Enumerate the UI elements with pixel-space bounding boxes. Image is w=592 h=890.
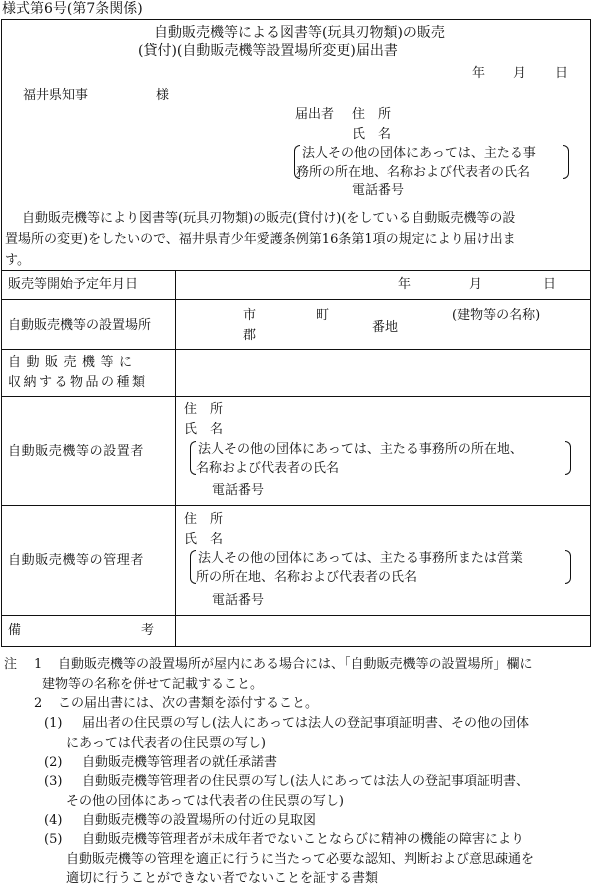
attachment-4-number: (4) <box>44 813 63 828</box>
location-label: 自動販売機等の設置場所 <box>8 318 152 333</box>
date-year: 年 <box>472 66 486 81</box>
manager-phone-label: 電話番号 <box>212 593 265 608</box>
location-town: 町 <box>316 308 330 323</box>
installer-label: 自動販売機等の設置者 <box>8 444 145 459</box>
note-1-number: 1 <box>34 657 43 672</box>
form-number: 様式第6号(第7条関係) <box>2 1 143 17</box>
manager-note-line1: 法人その他の団体にあっては、主たる事務所または営業 <box>198 551 523 566</box>
start-date-label: 販売等開始予定年月日 <box>8 277 139 292</box>
attachment-1-line2: にあっては代表者の住民票の写し) <box>66 736 266 751</box>
attachment-1-number: (1) <box>44 716 63 731</box>
addressee-honorific: 様 <box>156 88 170 103</box>
manager-address-label: 住 所 <box>184 512 224 527</box>
location-city: 市 <box>243 308 257 323</box>
attachment-5-line2: 自動販売機等の管理を適正に行うに当たって必要な認知、判断および意思疎通を <box>66 852 535 867</box>
manager-name-label: 氏 名 <box>184 532 224 547</box>
attachment-4-line1: 自動販売機等の設置場所の付近の見取図 <box>82 813 317 828</box>
attachment-5-line1: 自動販売機等管理者が未成年者でないことならびに精神の機能の障害により <box>82 832 525 847</box>
manager-note-line2: 所の所在地、名称および代表者の氏名 <box>196 570 418 585</box>
location-county: 郡 <box>243 328 257 343</box>
declaration-line2: 置場所の変更)をしたいので、福井県青少年愛護条例第16条第1項の規定により届け出ま <box>5 232 516 247</box>
manager-label: 自動販売機等の管理者 <box>8 553 145 568</box>
installer-note-line2: 名称および代表者の氏名 <box>196 461 340 476</box>
installer-name-label: 氏 名 <box>184 422 224 437</box>
row-divider-3 <box>1 396 591 397</box>
note-2-number: 2 <box>34 696 43 711</box>
manager-note-right-bracket <box>565 550 571 584</box>
row-divider-2 <box>1 349 591 350</box>
row-divider-4 <box>1 505 591 506</box>
attachment-2-number: (2) <box>44 755 63 770</box>
remarks-label-text: 備考 <box>8 623 275 638</box>
row-divider-5 <box>1 615 591 616</box>
applicant-phone-label: 電話番号 <box>352 183 405 198</box>
date-month: 月 <box>513 66 527 81</box>
column-divider <box>175 270 176 647</box>
date-day: 日 <box>555 66 569 81</box>
installer-note-line1: 法人その他の団体にあっては、主たる事務所の所在地、 <box>198 442 523 457</box>
applicant-note-right-bracket <box>563 145 569 179</box>
declaration-line3: す。 <box>5 253 30 268</box>
installer-phone-label: 電話番号 <box>212 483 265 498</box>
attachment-3-line2: その他の団体にあっては代表者の住民票の写し) <box>66 794 344 809</box>
start-date-month: 月 <box>469 277 483 292</box>
location-lot: 番地 <box>372 320 399 335</box>
contents-label-line1 <box>8 356 168 369</box>
attachment-1-line1: 届出者の住民票の写し(法人にあっては法人の登記事項証明書、その他の団体 <box>82 716 529 731</box>
remarks-label <box>8 623 275 638</box>
attachment-2-line1: 自動販売機等管理者の就任承諾書 <box>82 755 278 770</box>
start-date-day: 日 <box>543 277 557 292</box>
applicant-note-line2: 務所の所在地、名称および代表者の氏名 <box>296 165 531 180</box>
declaration-line1: 自動販売機等により図書等(玩具刃物類)の販売(貸付け)(をしている自動販売機等の設 <box>22 211 516 226</box>
notes-prefix: 注 <box>4 657 18 672</box>
attachment-5-number: (5) <box>44 832 63 847</box>
installer-note-right-bracket <box>565 441 571 475</box>
contents-label-text1: 自動販売機等に <box>8 355 138 370</box>
row-divider-1 <box>1 299 591 300</box>
start-date-year: 年 <box>398 277 412 292</box>
attachment-3-number: (3) <box>44 774 63 789</box>
applicant-label: 届出者 <box>295 107 335 122</box>
applicant-name-label: 氏 名 <box>352 127 392 142</box>
form-title-line1: 自動販売機等による図書等(玩具刃物類)の販売 <box>154 25 445 41</box>
note-2-text: この届出書には、次の書類を添付すること。 <box>58 696 319 711</box>
contents-label-line2: 収納する物品の種類 <box>8 375 148 390</box>
note-1-line1: 自動販売機等の設置場所が屋内にある場合には、「自動販売機等の設置場所」欄に <box>58 657 533 672</box>
applicant-address-label: 住 所 <box>352 107 392 122</box>
note-1-line2: 建物等の名称を併せて記載すること。 <box>42 677 264 692</box>
table-top-line <box>1 270 591 271</box>
attachment-3-line1: 自動販売機等管理者の住民票の写し(法人にあっては法人の登記事項証明書、 <box>82 774 529 789</box>
applicant-note-line1: 法人その他の団体にあっては、主たる事 <box>302 146 536 161</box>
addressee-name: 福井県知事 <box>23 88 89 103</box>
installer-address-label: 住 所 <box>184 402 224 417</box>
form-title-line2: (貸付)(自動販売機等設置場所変更)届出書 <box>138 43 398 59</box>
location-building: (建物等の名称) <box>452 308 541 323</box>
attachment-5-line3: 適切に行うことができない者でないことを証する書類 <box>66 871 379 886</box>
